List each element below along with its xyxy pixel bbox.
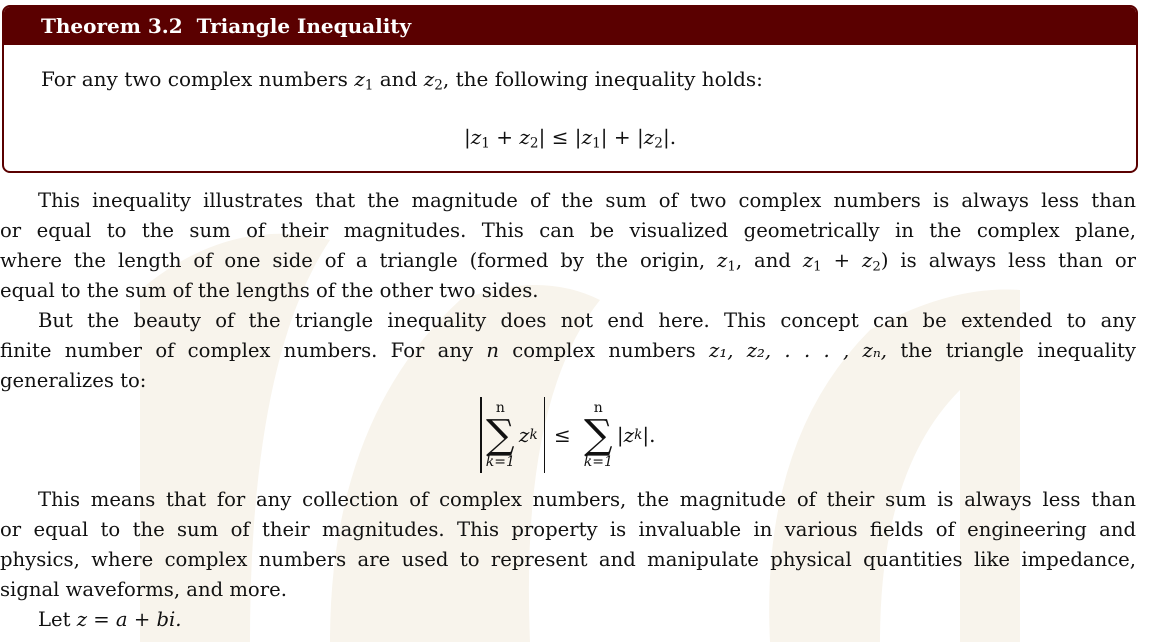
paragraph-line: signal waveforms, and more. [0, 578, 287, 601]
paragraph-line: finite number of complex numbers. For any n complex numbers z₁, z₂, . . . , zₙ, the triangle inequality [0, 339, 1136, 362]
paragraph-3 [0, 485, 1136, 605]
paragraph-line: or equal to the sum of their magnitudes. This can be visualized geometrically in the complex plane, [0, 219, 1136, 242]
paragraph-line: generalizes to: [0, 369, 147, 392]
sum-equation: n ∑ k=1 z k ≤ n ∑ k=1 | z k | . [0, 396, 1136, 474]
paragraph-line: equal to the sum of the lengths of the other two sides. [0, 279, 539, 302]
paragraph-line: This inequality illustrates that the magnitude of the sum of two complex numbers is always less than [38, 189, 1136, 212]
sigma-right: n ∑ k=1 [583, 400, 613, 470]
paragraph-line: But the beauty of the triangle inequality does not end here. This concept can be extended to any [38, 309, 1136, 332]
paragraph-1 [0, 186, 1136, 306]
theorem-label: Theorem 3.2 [41, 14, 183, 38]
abs-bar-right [544, 397, 545, 473]
paragraph-line: Let z = a + bi. [38, 608, 182, 631]
theorem-header [4, 7, 1136, 45]
theorem-title: Triangle Inequality [196, 14, 412, 38]
paragraph-line: physics, where complex numbers are used to represent and manipulate physical quantities like impedance, [0, 548, 1136, 571]
paragraph-2 [0, 306, 1136, 396]
theorem-statement: For any two complex numbers $z_1$ and $z_2$, the following inequality holds: [41, 67, 763, 94]
paragraph-line: or equal to the sum of their magnitudes. This property is invaluable in various fields of engineering and [0, 518, 1136, 541]
paragraph-4 [0, 605, 1136, 635]
paragraph-line: where the length of one side of a triangle (formed by the origin, $z_1$, and $z_1 + z_2$) is always less than or [0, 249, 1137, 275]
theorem-equation: $|z_1 + z_2| \le |z_1| + |z_2|$. [463, 125, 677, 152]
paragraph-line: This means that for any collection of complex numbers, the magnitude of their sum is always less than [38, 488, 1136, 511]
theorem-box [2, 5, 1138, 173]
abs-bar-left [480, 397, 481, 473]
sigma-left: n ∑ k=1 [485, 400, 515, 470]
